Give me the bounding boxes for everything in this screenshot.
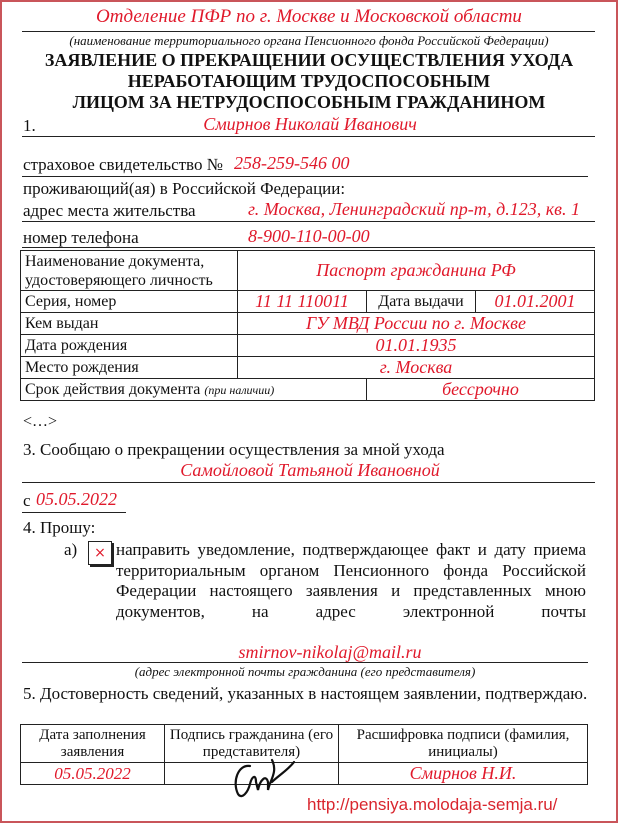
field-underline bbox=[22, 221, 595, 222]
birth-date-label: Дата рождения bbox=[21, 335, 238, 357]
doc-name-field[interactable]: Паспорт гражданина РФ bbox=[238, 251, 595, 291]
table-row bbox=[21, 357, 595, 379]
email-caption: (адрес электронной почты гражданина (его представителя) bbox=[134, 664, 476, 679]
birth-place-field[interactable]: г. Москва bbox=[238, 357, 595, 379]
table-row bbox=[21, 379, 595, 401]
email-field[interactable]: smirnov-nikolaj@mail.ru bbox=[238, 642, 422, 662]
document-title bbox=[10, 50, 608, 113]
issued-by-label: Кем выдан bbox=[21, 313, 238, 335]
address-field[interactable]: г. Москва, Ленинградский пр-т, д.123, кв. 1 bbox=[248, 199, 580, 219]
birth-date-field[interactable]: 01.01.1935 bbox=[238, 335, 595, 357]
field-underline bbox=[22, 176, 588, 177]
issue-date-field[interactable]: 01.01.2001 bbox=[476, 291, 595, 313]
option-a-text: направить уведомление, подтверждающее факт и дату приема территориальным органом Пенсионного фонда Российской Федерации настоящего заявления и представленных мною документов, на адрес электронной почты bbox=[116, 540, 586, 621]
phone-field[interactable]: 8-900-110-00-00 bbox=[248, 226, 370, 246]
field-underline bbox=[22, 482, 595, 483]
department-caption: (наименование территориального органа Пенсионного фонда Российской Федерации) bbox=[69, 33, 549, 48]
table-row bbox=[21, 725, 588, 763]
table-row bbox=[21, 313, 595, 335]
residence-label: проживающий(ая) в Российской Федерации: bbox=[23, 179, 346, 198]
validity-note: (при наличии) bbox=[204, 382, 275, 397]
col-date-header: Дата заполнения заявления bbox=[21, 725, 165, 763]
department-name: Отделение ПФР по г. Москве и Московской области bbox=[96, 6, 522, 27]
source-watermark: http://pensiya.molodaja-semja.ru/ bbox=[307, 795, 558, 814]
issue-date-label: Дата выдачи bbox=[367, 291, 476, 313]
section-4-heading: 4. Прошу: bbox=[23, 518, 96, 537]
title-line-1: ЗАЯВЛЕНИЕ О ПРЕКРАЩЕНИИ ОСУЩЕСТВЛЕНИЯ УХОДА bbox=[44, 50, 574, 70]
from-date-field[interactable]: 05.05.2022 bbox=[36, 489, 117, 509]
signer-name-field[interactable]: Смирнов Н.И. bbox=[339, 763, 588, 785]
field-underline bbox=[22, 247, 595, 248]
birth-place-label: Место рождения bbox=[21, 357, 238, 379]
id-document-table bbox=[20, 250, 595, 401]
col-name-header: Расшифровка подписи (фамилия, инициалы) bbox=[339, 725, 588, 763]
series-label: Серия, номер bbox=[21, 291, 238, 313]
title-line-2: НЕРАБОТАЮЩИМ ТРУДОСПОСОБНЫМ bbox=[127, 71, 491, 91]
omission-marker: <…> bbox=[23, 413, 58, 430]
field-underline bbox=[22, 662, 588, 663]
table-row bbox=[21, 291, 595, 313]
col-sign-header: Подпись гражданина (его представителя) bbox=[165, 725, 339, 763]
caregiver-name-field[interactable]: Самойловой Татьяной Ивановной bbox=[180, 460, 440, 480]
snils-label: страховое свидетельство № bbox=[23, 155, 223, 174]
full-name-field[interactable]: Смирнов Николай Иванович bbox=[203, 114, 417, 134]
section-3-text: 3. Сообщаю о прекращении осуществления за мной ухода bbox=[23, 440, 445, 459]
phone-label: номер телефона bbox=[23, 228, 139, 247]
issued-by-field[interactable]: ГУ МВД России по г. Москве bbox=[238, 313, 595, 335]
doc-name-label: Наименование документа, удостоверяющего личность bbox=[21, 251, 238, 291]
validity-label-text: Срок действия документа bbox=[25, 380, 201, 398]
signature-scribble-icon bbox=[228, 752, 298, 802]
title-line-3: ЛИЦОМ ЗА НЕТРУДОСПОСОБНЫМ ГРАЖДАНИНОМ bbox=[72, 92, 546, 112]
validity-label bbox=[21, 379, 367, 401]
validity-field[interactable]: бессрочно bbox=[367, 379, 595, 401]
email-notification-checkbox[interactable]: × bbox=[88, 541, 112, 565]
table-row bbox=[21, 335, 595, 357]
table-row bbox=[21, 763, 588, 785]
series-field[interactable]: 11 11 110011 bbox=[238, 291, 367, 313]
from-label: с bbox=[23, 491, 31, 510]
section-1-number: 1. bbox=[23, 116, 36, 135]
signature-table bbox=[20, 724, 588, 785]
field-underline bbox=[22, 136, 595, 137]
field-underline bbox=[22, 512, 126, 513]
fill-date-field[interactable]: 05.05.2022 bbox=[21, 763, 165, 785]
snils-field[interactable]: 258-259-546 00 bbox=[234, 153, 350, 173]
option-a-label: а) bbox=[64, 540, 78, 559]
address-label: адрес места жительства bbox=[23, 201, 196, 220]
table-row bbox=[21, 251, 595, 291]
divider bbox=[22, 31, 595, 32]
section-5-text: 5. Достоверность сведений, указанных в настоящем заявлении, подтверждаю. bbox=[23, 684, 588, 703]
